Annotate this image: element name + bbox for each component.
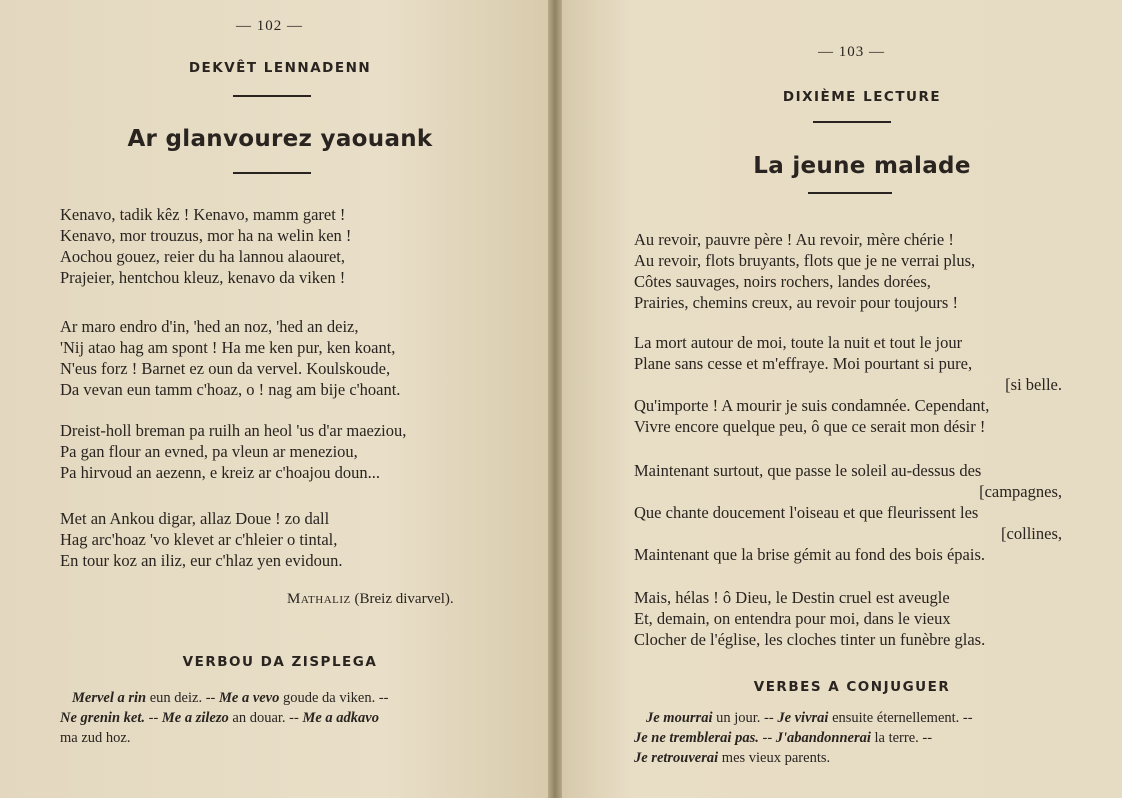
verb-phrase: J'abandonnerai [775,730,871,746]
lesson-label: DIXIÈME LECTURE [782,89,942,105]
verb-phrase: Je retrouverai [634,750,719,766]
divider [233,172,311,174]
verse-line: Qu'importe ! A mourir je suis condamnée. Cependant, [634,396,990,415]
stanza [60,420,406,483]
verse-continuation: [collines, [1001,524,1062,543]
verse-line: Prairies, chemins creux, au revoir pour toujours ! [634,293,958,312]
exercise-block [634,708,1074,768]
book-gutter [548,0,562,798]
exercise-line: Je retrouverai mes vieux parents. [634,750,831,766]
stanza [60,316,400,400]
verb-phrase: Mervel a rin [72,690,147,706]
exercise-line: Je ne tremblerai pas. -- J'abandonnerai la terre. -- [634,730,933,746]
stanza [634,460,1062,565]
poem-title: Ar glanvourez yaouank [127,126,433,152]
verse-line: Kenavo, mor trouzus, mor ha na welin ken ! [60,226,352,245]
verse-line: Pa gan flour an evned, pa vleun ar meneziou, [60,442,358,461]
verse-line: Au revoir, pauvre père ! Au revoir, mère chérie ! [634,230,954,249]
verse-line: Kenavo, tadik kêz ! Kenavo, mamm garet ! [60,205,346,224]
verse-line: Mais, hélas ! ô Dieu, le Destin cruel est aveugle [634,588,950,607]
stanza [634,229,975,313]
verse-line: Hag arc'hoaz 'vo klevet ar c'hleier o tintal, [60,530,338,549]
verb-phrase: Me a vevo [218,690,280,706]
verb-phrase: Je mourrai [646,710,713,726]
verse-line: Dreist-holl breman pa ruilh an heol 'us d'ar maeziou, [60,421,407,440]
exercise-label: VERBOU DA ZISPLEGA [182,654,378,670]
lesson-label: DEKVÊT LENNADENN [188,60,372,76]
verse-line: Prajeier, hentchou kleuz, kenavo da viken ! [60,268,346,287]
verse-line: Da vevan eun tamm c'hoaz, o ! nag am bije c'hoant. [60,380,401,399]
verse-continuation: [si belle. [1005,375,1062,394]
verb-phrase: Ne grenin ket. [60,710,145,726]
verse-line: Clocher de l'église, les cloches tinter un funèbre glas. [634,630,986,649]
verse-line: La mort autour de moi, toute la nuit et tout le jour [634,333,963,352]
verse-line: Maintenant que la brise gémit au fond des bois épais. [634,545,985,564]
exercise-block [60,688,490,748]
verse-line: Pa hirvoud an aezenn, e kreiz ar c'hoajou doun... [60,463,381,482]
exercise-line: Mervel a rin eun deiz. -- Me a vevo goude da viken. -- [72,690,389,706]
exercise-line: Ne grenin ket. -- Me a zilezo an douar. -- Me a adkavo [60,710,379,726]
author-name: Mathaliz [287,591,351,607]
stanza [634,587,985,650]
verse-line: Et, demain, on entendra pour moi, dans le vieux [634,609,951,628]
page-number: — 103 — [818,44,885,60]
verse-line: Aochou gouez, reier du ha lannou alaouret, [60,247,345,266]
verse-continuation: [campagnes, [979,482,1062,501]
verse-line: Plane sans cesse et m'effraye. Moi pourtant si pure, [634,354,973,373]
exercise-line: Je mourrai un jour. -- Je vivrai ensuite éternellement. -- [646,710,973,726]
exercise-line: ma zud hoz. [60,730,131,746]
verb-phrase: Me a adkavo [302,710,379,726]
verse-line: Vivre encore quelque peu, ô que ce serait mon désir ! [634,417,986,436]
left-page [0,0,548,798]
divider [233,95,311,97]
stanza [634,332,1062,437]
poem-title: La jeune malade [753,153,971,179]
attribution [287,591,454,608]
verse-line: Maintenant surtout, que passe le soleil au-dessus des [634,461,982,480]
exercise-label: VERBES A CONJUGUER [753,679,951,695]
verse-line: N'eus forz ! Barnet ez oun da vervel. Koulskoude, [60,359,391,378]
verb-phrase: Me a zilezo [161,710,229,726]
right-page [562,0,1122,798]
verb-phrase: Je ne tremblerai pas. [634,730,759,746]
page-number: — 102 — [236,18,303,34]
attribution-source: (Breiz divarvel). [354,591,454,607]
verse-line: Ar maro endro d'in, 'hed an noz, 'hed an deiz, [60,317,359,336]
verse-line: Côtes sauvages, noirs rochers, landes dorées, [634,272,931,291]
verse-line: Met an Ankou digar, allaz Doue ! zo dall [60,509,330,528]
verse-line: En tour koz an iliz, eur c'hlaz yen evidoun. [60,551,343,570]
verse-line: Au revoir, flots bruyants, flots que je ne verrai plus, [634,251,976,270]
divider [813,121,891,123]
stanza [60,508,342,571]
divider [808,192,892,194]
verb-phrase: Je vivrai [777,710,829,726]
verse-line: Que chante doucement l'oiseau et que fleurissent les [634,503,979,522]
verse-line: 'Nij atao hag am spont ! Ha me ken pur, ken koant, [60,338,396,357]
stanza [60,204,351,288]
